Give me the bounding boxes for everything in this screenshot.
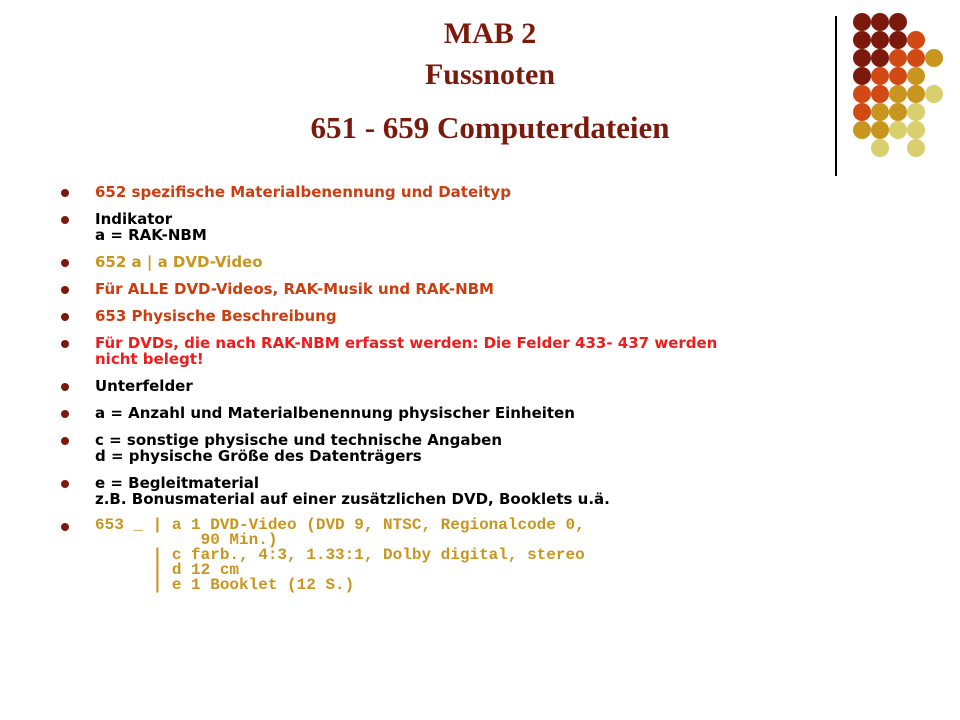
decor-dot: [871, 49, 889, 67]
decor-dot: [871, 121, 889, 139]
decor-dot: [889, 121, 907, 139]
list-item: [60, 378, 860, 394]
decor-dot: [871, 139, 889, 157]
decor-dot: [853, 67, 871, 85]
list-item: [60, 475, 860, 507]
list-item: [60, 281, 860, 297]
item-line: Für ALLE DVD-Videos, RAK-Musik und RAK-NBM: [95, 280, 494, 298]
decor-dot: [871, 67, 889, 85]
bullet-icon: [61, 216, 69, 224]
decor-dot: [907, 85, 925, 103]
decor-dot: [925, 85, 943, 103]
decor-dot: [853, 49, 871, 67]
decor-dot: [853, 85, 871, 103]
decor-dot: [907, 31, 925, 49]
bullet-icon: [61, 259, 69, 267]
item-line: Für DVDs, die nach RAK-NBM erfasst werden: Die Felder 433- 437 werden: [95, 334, 718, 352]
decor-dot: [889, 13, 907, 31]
decor-dot: [889, 85, 907, 103]
list-item: [60, 211, 860, 243]
bullet-icon: [61, 189, 69, 197]
bullet-icon: [61, 480, 69, 488]
list-item: [60, 335, 860, 367]
bullet-icon: [61, 313, 69, 321]
decor-dot: [889, 67, 907, 85]
item-line: a = RAK-NBM: [95, 226, 207, 244]
bullet-icon: [61, 340, 69, 348]
item-line: Indikator: [95, 210, 173, 228]
bullet-icon: [61, 437, 69, 445]
decor-dot: [853, 31, 871, 49]
item-line: a = Anzahl und Materialbenennung physischer Einheiten: [95, 404, 575, 422]
code-line: | c farb., 4:3, 1.33:1, Dolby digital, stereo: [95, 546, 585, 564]
item-line: e = Begleitmaterial: [95, 474, 260, 492]
decor-dot: [853, 13, 871, 31]
list-item: [60, 432, 860, 464]
code-line: | d 12 cm: [95, 561, 240, 579]
item-line: c = sonstige physische und technische Angaben: [95, 431, 503, 449]
list-item: [60, 308, 860, 324]
decor-dot: [889, 103, 907, 121]
bullet-icon: [61, 523, 69, 531]
decor-dot: [925, 49, 943, 67]
item-line: d = physische Größe des Datenträgers: [95, 447, 422, 465]
title-line-3: 651 - 659 Computerdateien: [310, 110, 670, 145]
title-line-2: Fussnoten: [424, 58, 556, 91]
decor-dot: [907, 49, 925, 67]
bullet-icon: [61, 410, 69, 418]
title-line-1: MAB 2: [443, 17, 537, 50]
bullet-list: [60, 184, 860, 604]
list-item: [60, 518, 860, 593]
bullet-icon: [61, 286, 69, 294]
decor-dot: [907, 139, 925, 157]
vertical-divider: [835, 16, 837, 176]
decor-dot: [889, 31, 907, 49]
decor-dot: [889, 49, 907, 67]
decor-dot: [871, 103, 889, 121]
item-line: z.B. Bonusmaterial auf einer zusätzlichen DVD, Booklets u.ä.: [95, 490, 610, 508]
decor-dot: [853, 103, 871, 121]
list-item: [60, 254, 860, 270]
item-line: nicht belegt!: [95, 350, 204, 368]
code-line: 653 _ | a 1 DVD-Video (DVD 9, NTSC, Regionalcode 0,: [95, 516, 585, 534]
decor-dot: [871, 13, 889, 31]
decor-dot: [853, 121, 871, 139]
decor-dot: [871, 31, 889, 49]
decor-dot: [907, 67, 925, 85]
code-line: | e 1 Booklet (12 S.): [95, 576, 355, 594]
code-line: 90 Min.): [95, 531, 278, 549]
decor-dot: [907, 103, 925, 121]
list-item: [60, 184, 860, 200]
item-line: Unterfelder: [95, 377, 193, 395]
item-line: 652 a | a DVD-Video: [95, 253, 263, 271]
slide-title: [200, 14, 780, 148]
bullet-icon: [61, 383, 69, 391]
decor-dot: [871, 85, 889, 103]
decor-dot: [907, 121, 925, 139]
item-line: 652 spezifische Materialbenennung und Dateityp: [95, 183, 511, 201]
item-line: 653 Physische Beschreibung: [95, 307, 337, 325]
list-item: [60, 405, 860, 421]
